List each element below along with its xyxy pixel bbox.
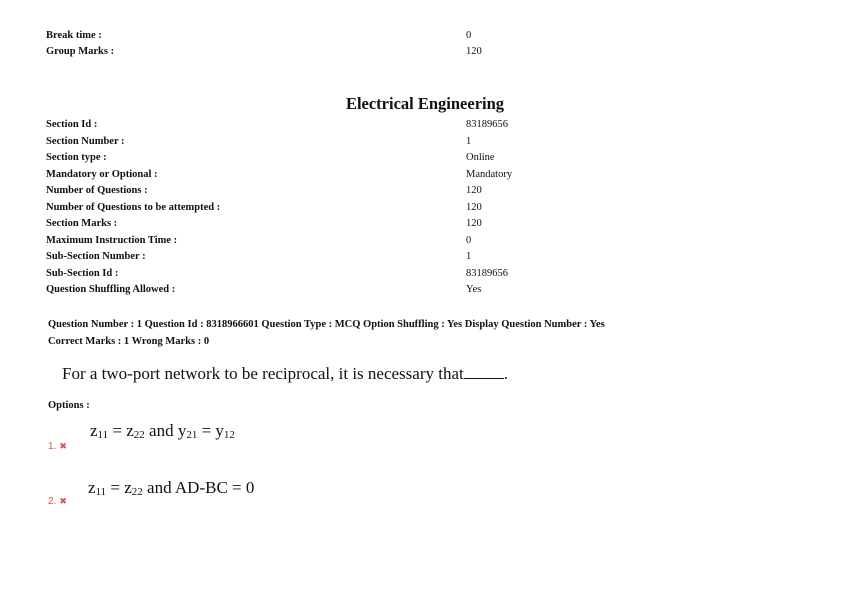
section-number-value: 1: [466, 135, 472, 147]
section-id-value: 83189656: [466, 119, 508, 130]
number-of-questions-value: 120: [466, 185, 482, 196]
number-of-questions-label: Number of Questions :: [46, 185, 148, 196]
section-marks-value: 120: [466, 218, 482, 229]
mandatory-optional-label: Mandatory or Optional :: [46, 168, 158, 180]
section-type-label: Section type :: [46, 152, 107, 163]
question-text-body: For a two-port network to be reciprocal, it is necessary that: [62, 364, 464, 383]
section-marks-label: Section Marks :: [46, 218, 118, 229]
max-instruction-time-label: Maximum Instruction Time :: [46, 234, 178, 246]
max-instruction-time-value: 0: [466, 234, 472, 246]
break-time-label: Break time :: [46, 30, 102, 41]
question-shuffling-label: Question Shuffling Allowed :: [46, 284, 176, 295]
questions-to-attempt-value: 120: [466, 201, 482, 213]
sub-section-number-label: Sub-Section Number :: [46, 251, 146, 262]
question-shuffling-value: Yes: [466, 284, 482, 295]
option-2-text: $z_{11} = z_{22}$ and AD-BC = 0: [88, 478, 255, 498]
question-meta-line: Question Number : 1 Question Id : 8318966601 Question Type : MCQ Option Shuffling : Yes Display Question Number : Yes: [48, 319, 605, 330]
question-text-end: .: [503, 364, 508, 383]
sub-section-id-value: 83189656: [466, 267, 508, 279]
options-label: Options :: [48, 400, 90, 411]
option-1-text: $z_{11} = z_{22}$ and $y_{21} = y_{12}$: [90, 421, 235, 441]
section-number-label: Section Number :: [46, 135, 125, 147]
mandatory-optional-value: Mandatory: [466, 168, 513, 180]
option-2-number: 2. ✖: [48, 496, 67, 507]
answer-blank: [464, 366, 504, 379]
question-text: [62, 364, 508, 384]
section-title: Electrical Engineering: [345, 94, 505, 113]
section-id-label: Section Id :: [46, 119, 98, 130]
cross-icon: ✖: [59, 441, 67, 451]
group-marks-value: 120: [466, 46, 482, 57]
cross-icon: ✖: [59, 496, 67, 506]
question-marks-line: Correct Marks : 1 Wrong Marks : 0: [48, 336, 210, 347]
break-time-value: 0: [466, 30, 472, 41]
sub-section-id-label: Sub-Section Id :: [46, 267, 119, 279]
section-type-value: Online: [466, 152, 495, 163]
group-marks-label: Group Marks :: [46, 46, 115, 57]
questions-to-attempt-label: Number of Questions to be attempted :: [46, 201, 221, 213]
sub-section-number-value: 1: [466, 251, 472, 262]
option-1-number: 1. ✖: [48, 441, 67, 452]
